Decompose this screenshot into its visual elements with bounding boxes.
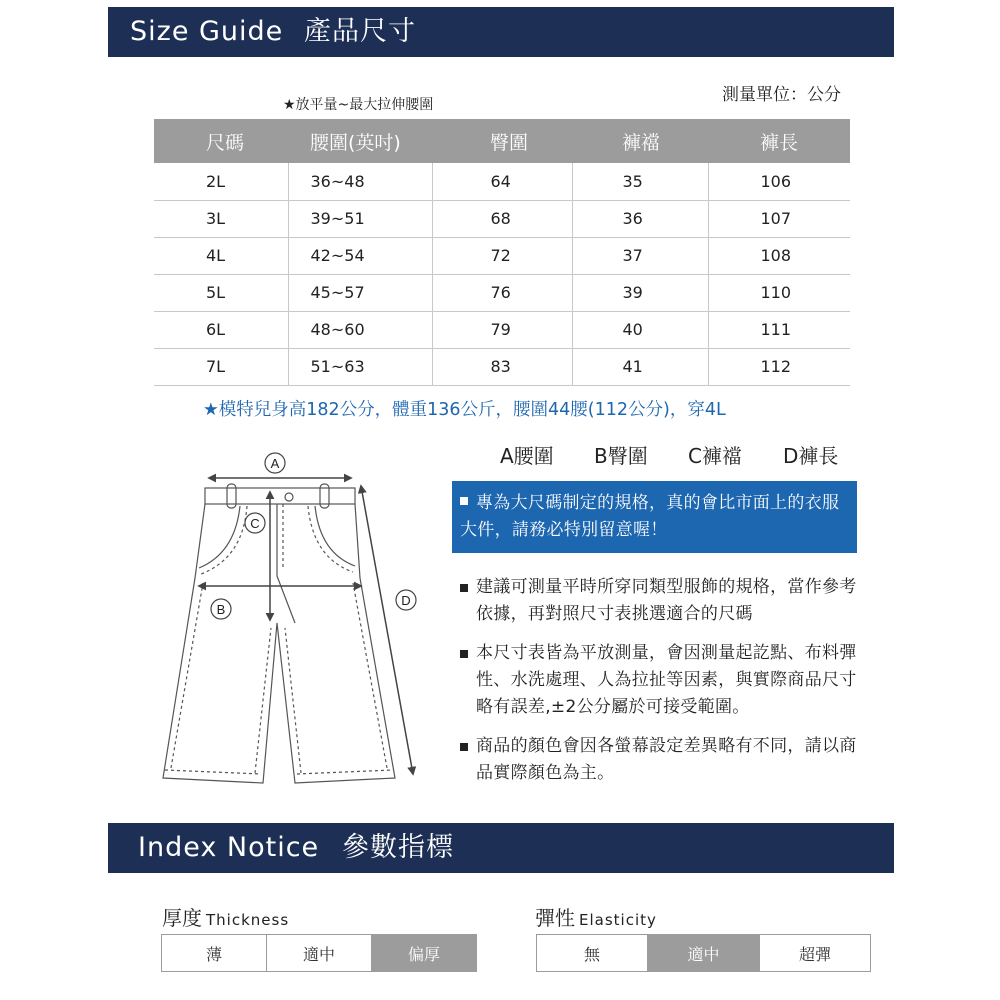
cell-rise: 39	[572, 274, 708, 311]
legend-hip: B臀圍	[594, 444, 648, 468]
thickness-option-thick: 偏厚	[372, 935, 477, 972]
cell-waist: 45~57	[288, 274, 432, 311]
elasticity-option-medium: 適中	[648, 935, 760, 972]
list-item	[458, 574, 858, 628]
header-waist: 腰圍(英吋)	[288, 119, 432, 163]
thickness-scale	[161, 934, 477, 972]
cell-length: 108	[708, 237, 850, 274]
pants-diagram	[155, 448, 435, 798]
cell-length: 111	[708, 311, 850, 348]
waist-measure-note: ★放平量~最大拉伸腰圍	[283, 97, 434, 113]
measure-unit: 測量單位：公分	[722, 85, 841, 105]
index-notice-title-zh: 參數指標	[342, 832, 454, 863]
cell-hip: 76	[432, 274, 572, 311]
cell-size: 7L	[154, 348, 288, 385]
elasticity-label-en: Elasticity	[579, 911, 657, 929]
cell-length: 110	[708, 274, 850, 311]
size-guide-title-zh: 產品尺寸	[304, 16, 416, 47]
cell-waist: 42~54	[288, 237, 432, 274]
size-table	[154, 119, 850, 386]
elasticity-option-none: 無	[537, 935, 648, 972]
bullet-square-icon	[460, 584, 468, 592]
elasticity-label	[535, 902, 657, 931]
table-row	[154, 348, 850, 385]
cell-hip: 64	[432, 163, 572, 200]
marker-d-label: D	[401, 593, 411, 608]
bullet-square-icon	[460, 497, 468, 505]
cell-size: 6L	[154, 311, 288, 348]
cell-waist: 51~63	[288, 348, 432, 385]
cell-hip: 72	[432, 237, 572, 274]
table-row	[154, 274, 850, 311]
marker-a	[265, 453, 285, 473]
thickness-label-en: Thickness	[206, 911, 290, 929]
cell-size: 3L	[154, 200, 288, 237]
note-text: 建議可測量平時所穿同類型服飾的規格，當作參考依據，再對照尺寸表挑選適合的尺碼	[476, 577, 857, 624]
cell-size: 5L	[154, 274, 288, 311]
cell-rise: 35	[572, 163, 708, 200]
cell-waist: 39~51	[288, 200, 432, 237]
header-size: 尺碼	[154, 119, 288, 163]
cell-rise: 41	[572, 348, 708, 385]
cell-rise: 37	[572, 237, 708, 274]
note-text: 本尺寸表皆為平放測量，會因測量起訖點、布料彈性、水洗處理、人為拉扯等因素，與實際商品尺寸略有誤差,±2公分屬於可接受範圍。	[476, 643, 857, 717]
header-rise: 褲襠	[572, 119, 708, 163]
index-notice-title-en: Index Notice	[138, 832, 320, 863]
elasticity-option-super: 超彈	[760, 935, 871, 972]
header-hip: 臀圍	[432, 119, 572, 163]
cell-length: 106	[708, 163, 850, 200]
cell-rise: 36	[572, 200, 708, 237]
header-length: 褲長	[708, 119, 850, 163]
thickness-option-thin: 薄	[162, 935, 267, 972]
cell-hip: 83	[432, 348, 572, 385]
list-item	[458, 733, 858, 787]
notes-list	[458, 574, 858, 799]
bullet-square-icon	[460, 743, 468, 751]
marker-d	[396, 590, 416, 610]
size-guide-banner	[108, 7, 894, 57]
cell-length: 112	[708, 348, 850, 385]
table-row	[154, 311, 850, 348]
marker-a-label: A	[270, 456, 280, 471]
bullet-square-icon	[460, 650, 468, 658]
elasticity-scale	[536, 934, 871, 972]
thickness-label	[162, 902, 289, 931]
table-row	[154, 200, 850, 237]
button-icon	[285, 493, 293, 501]
index-notice-banner	[108, 823, 894, 873]
cell-hip: 68	[432, 200, 572, 237]
cell-length: 107	[708, 200, 850, 237]
table-row	[154, 237, 850, 274]
cell-size: 4L	[154, 237, 288, 274]
legend-length: D褲長	[783, 444, 839, 468]
large-size-notice	[452, 481, 857, 553]
model-note: ★模特兒身高182公分，體重136公斤，腰圍44腰(112公分)，穿4L	[203, 400, 726, 420]
size-guide-title-en: Size Guide	[130, 16, 284, 47]
note-text: 商品的顏色會因各螢幕設定差異略有不同，請以商品實際顏色為主。	[476, 736, 857, 783]
marker-c-label: C	[250, 516, 260, 531]
cell-size: 2L	[154, 163, 288, 200]
table-row	[154, 163, 850, 200]
legend-waist: A腰圍	[500, 444, 554, 468]
list-item	[458, 640, 858, 721]
marker-b	[211, 599, 231, 619]
marker-c	[245, 513, 265, 533]
size-table-header	[154, 119, 850, 163]
legend-rise: C褲襠	[688, 444, 742, 468]
large-size-notice-text: 專為大尺碼制定的規格，真的會比市面上的衣服大件，請務必特別留意喔！	[460, 493, 840, 540]
cell-hip: 79	[432, 311, 572, 348]
thickness-option-medium: 適中	[267, 935, 372, 972]
cell-rise: 40	[572, 311, 708, 348]
thickness-label-zh: 厚度	[162, 906, 202, 930]
cell-waist: 48~60	[288, 311, 432, 348]
marker-b-label: B	[216, 602, 226, 617]
cell-waist: 36~48	[288, 163, 432, 200]
elasticity-label-zh: 彈性	[535, 906, 575, 930]
